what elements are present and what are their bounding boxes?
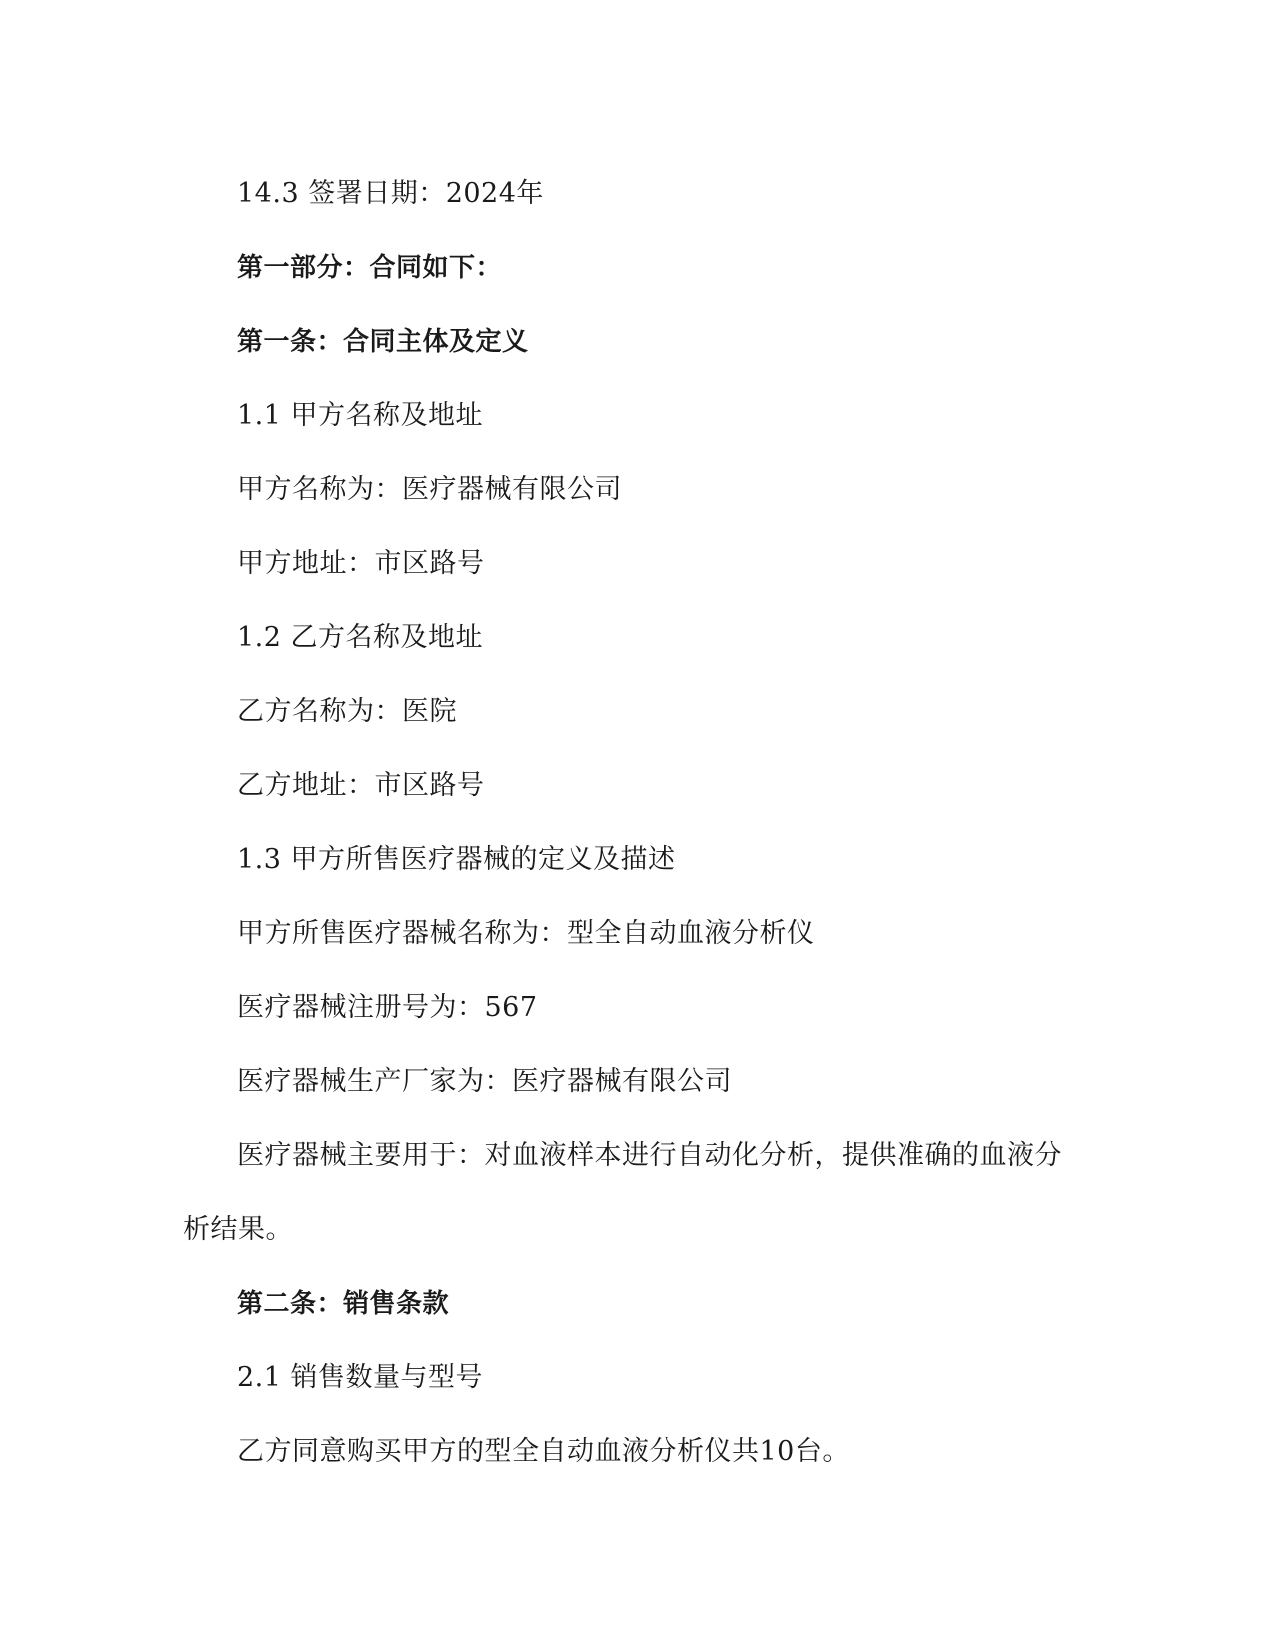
signing-date-line: 14.3 签署日期：2024年 xyxy=(237,178,544,209)
clause-2-1-heading: 2.1 销售数量与型号 xyxy=(237,1362,484,1393)
device-registration-number: 医疗器械注册号为：567 xyxy=(237,992,538,1023)
device-name: 甲方所售医疗器械名称为：型全自动血液分析仪 xyxy=(237,918,815,949)
device-manufacturer: 医疗器械生产厂家为：医疗器械有限公司 xyxy=(237,1066,732,1097)
part-one-heading: 第一部分：合同如下： xyxy=(237,253,503,283)
clause-1-1-heading: 1.1 甲方名称及地址 xyxy=(237,400,484,431)
clause-1-3-heading: 1.3 甲方所售医疗器械的定义及描述 xyxy=(237,844,676,875)
party-a-name: 甲方名称为：医疗器械有限公司 xyxy=(237,474,622,505)
clause-1-2-heading: 1.2 乙方名称及地址 xyxy=(237,622,484,653)
article-one-heading: 第一条：合同主体及定义 xyxy=(237,327,529,357)
party-b-address: 乙方地址：市区路号 xyxy=(237,770,485,801)
purchase-quantity: 乙方同意购买甲方的型全自动血液分析仪共10台。 xyxy=(237,1436,850,1467)
party-a-address: 甲方地址：市区路号 xyxy=(237,548,485,579)
article-two-heading: 第二条：销售条款 xyxy=(237,1289,450,1319)
document-body xyxy=(183,157,1083,1489)
device-usage: 医疗器械主要用于：对血液样本进行自动化分析，提供准确的血液分析结果。 xyxy=(183,1140,1062,1245)
party-b-name: 乙方名称为：医院 xyxy=(237,696,457,727)
